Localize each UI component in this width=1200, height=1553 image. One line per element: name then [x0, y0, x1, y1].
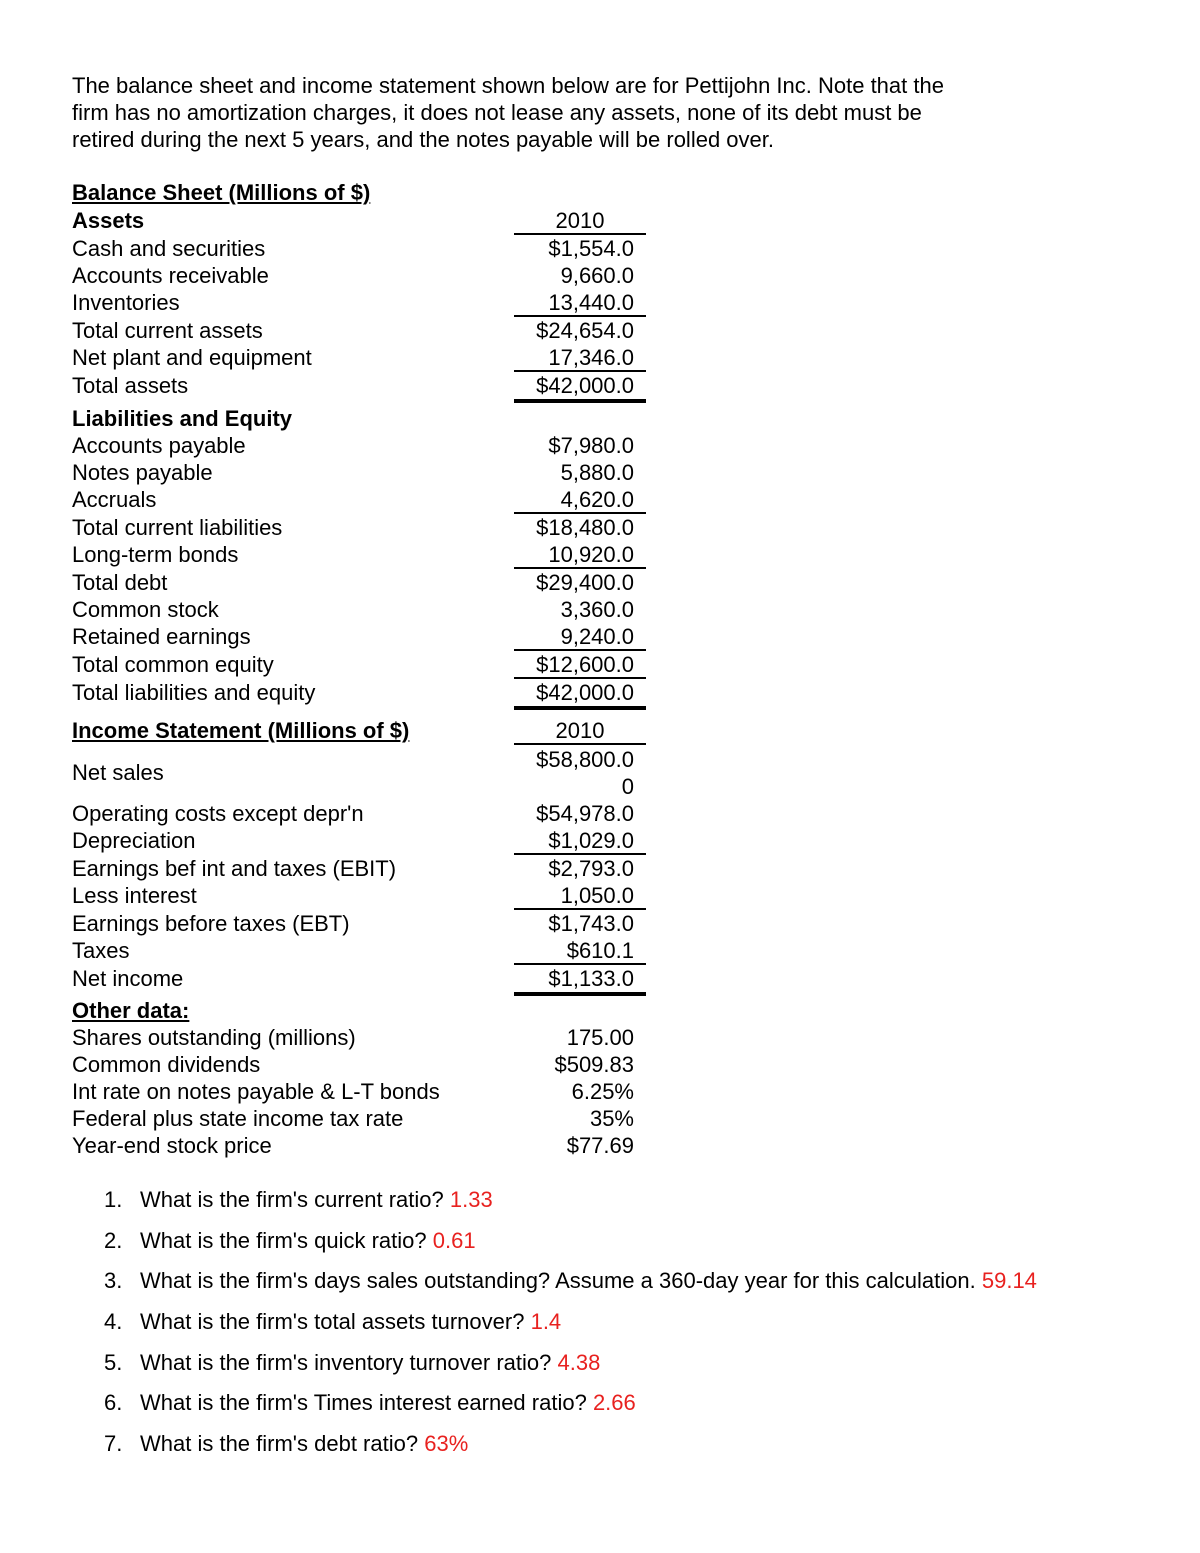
row-label: Accounts payable	[72, 433, 246, 458]
income-statement-year: 2010	[555, 718, 605, 743]
row-value: $509.83	[554, 1052, 634, 1077]
question-answer: 0.61	[432, 1228, 476, 1253]
subtotal-rule	[514, 853, 646, 855]
question-number: 1.	[104, 1187, 123, 1212]
row-label: Depreciation	[72, 828, 196, 853]
row-label: Common dividends	[72, 1052, 261, 1077]
question-item	[104, 1309, 561, 1335]
row-label: Common stock	[72, 597, 219, 622]
row-value-wrap: 0	[621, 774, 634, 799]
row-value: 9,660.0	[560, 263, 634, 288]
subtotal-rule	[514, 512, 646, 514]
row-value: $1,554.0	[548, 236, 634, 261]
row-label: Net income	[72, 966, 184, 991]
assets-heading: Assets	[72, 208, 145, 233]
row-value: $58,800.0	[536, 747, 634, 772]
year-underline	[514, 743, 646, 745]
row-label: Accruals	[72, 487, 157, 512]
intro-line: The balance sheet and income statement shown below are for Pettijohn Inc. Note that the	[72, 73, 944, 98]
row-value: $29,400.0	[536, 570, 634, 595]
row-label: Earnings before taxes (EBT)	[72, 911, 350, 936]
question-text: What is the firm's inventory turnover ratio?	[140, 1350, 552, 1375]
row-value: 4,620.0	[560, 487, 634, 512]
question-number: 3.	[104, 1268, 123, 1293]
question-answer: 2.66	[592, 1390, 636, 1415]
row-value: $42,000.0	[536, 680, 634, 705]
row-value: 9,240.0	[560, 624, 634, 649]
question-text: What is the firm's Times interest earned ratio?	[140, 1390, 587, 1415]
row-value: $1,029.0	[548, 828, 634, 853]
row-value: 3,360.0	[560, 597, 634, 622]
row-label: Long-term bonds	[72, 542, 239, 567]
row-label: Federal plus state income tax rate	[72, 1106, 404, 1131]
row-value: $77.69	[566, 1133, 634, 1158]
question-answer: 1.4	[530, 1309, 562, 1334]
row-label: Year-end stock price	[72, 1133, 272, 1158]
row-label: Net sales	[72, 760, 164, 785]
row-value: $1,133.0	[548, 966, 634, 991]
row-label: Net plant and equipment	[72, 345, 312, 370]
row-value: 17,346.0	[548, 345, 634, 370]
row-value: $18,480.0	[536, 515, 634, 540]
subtotal-rule	[514, 315, 646, 317]
row-label: Earnings bef int and taxes (EBIT)	[72, 856, 397, 881]
row-label: Cash and securities	[72, 236, 266, 261]
row-label: Operating costs except depr'n	[72, 801, 364, 826]
subtotal-rule	[514, 908, 646, 910]
question-text: What is the firm's debt ratio?	[140, 1431, 419, 1456]
total-double-rule	[514, 399, 646, 403]
row-value: 1,050.0	[560, 883, 634, 908]
question-answer: 59.14	[981, 1268, 1037, 1293]
subtotal-rule	[514, 677, 646, 679]
question-text: What is the firm's days sales outstanding? Assume a 360-day year for this calculation.	[140, 1268, 976, 1293]
row-label: Total current liabilities	[72, 515, 283, 540]
question-answer: 1.33	[449, 1187, 493, 1212]
income-statement-title: Income Statement (Millions of $)	[72, 718, 410, 743]
row-value: $12,600.0	[536, 652, 634, 677]
balance-sheet-year: 2010	[555, 208, 605, 233]
intro-paragraph	[72, 72, 1072, 153]
row-label: Retained earnings	[72, 624, 251, 649]
question-item	[104, 1228, 476, 1254]
question-item	[104, 1187, 493, 1213]
row-value: $2,793.0	[548, 856, 634, 881]
subtotal-rule	[514, 370, 646, 372]
row-label: Total assets	[72, 373, 189, 398]
other-data-title: Other data:	[72, 998, 190, 1023]
question-number: 7.	[104, 1431, 123, 1456]
row-value: $1,743.0	[548, 911, 634, 936]
total-double-rule	[514, 706, 646, 710]
row-label: Less interest	[72, 883, 197, 908]
question-text: What is the firm's current ratio?	[140, 1187, 444, 1212]
row-label: Total debt	[72, 570, 168, 595]
subtotal-rule	[514, 567, 646, 569]
row-label: Notes payable	[72, 460, 213, 485]
row-value: 35%	[589, 1106, 634, 1131]
row-label: Total current assets	[72, 318, 263, 343]
question-answer: 4.38	[557, 1350, 601, 1375]
question-number: 4.	[104, 1309, 123, 1334]
row-value: 6.25%	[571, 1079, 634, 1104]
question-item	[104, 1350, 600, 1376]
total-double-rule	[514, 992, 646, 996]
year-underline	[514, 233, 646, 235]
intro-line: retired during the next 5 years, and the notes payable will be rolled over.	[72, 127, 774, 152]
row-label: Int rate on notes payable & L-T bonds	[72, 1079, 440, 1104]
question-number: 2.	[104, 1228, 123, 1253]
row-label: Total common equity	[72, 652, 274, 677]
question-number: 5.	[104, 1350, 123, 1375]
intro-line: firm has no amortization charges, it does not lease any assets, none of its debt must be	[72, 100, 922, 125]
row-value: $610.1	[566, 938, 634, 963]
question-answer: 63%	[424, 1431, 469, 1456]
row-value: 13,440.0	[548, 290, 634, 315]
row-label: Inventories	[72, 290, 180, 315]
row-label: Shares outstanding (millions)	[72, 1025, 356, 1050]
question-text: What is the firm's total assets turnover?	[140, 1309, 525, 1334]
row-label: Total liabilities and equity	[72, 680, 316, 705]
row-value: $24,654.0	[536, 318, 634, 343]
row-value: $54,978.0	[536, 801, 634, 826]
row-value: $42,000.0	[536, 373, 634, 398]
row-value: 10,920.0	[548, 542, 634, 567]
balance-sheet-title: Balance Sheet (Millions of $)	[72, 180, 371, 205]
row-label: Accounts receivable	[72, 263, 269, 288]
row-value: 5,880.0	[560, 460, 634, 485]
liabilities-heading: Liabilities and Equity	[72, 406, 293, 431]
question-item	[104, 1268, 1037, 1294]
question-item	[104, 1390, 636, 1416]
row-value: 175.00	[566, 1025, 634, 1050]
question-item	[104, 1431, 468, 1457]
subtotal-rule	[514, 649, 646, 651]
question-number: 6.	[104, 1390, 123, 1415]
row-value: $7,980.0	[548, 433, 634, 458]
question-text: What is the firm's quick ratio?	[140, 1228, 427, 1253]
row-label: Taxes	[72, 938, 130, 963]
subtotal-rule	[514, 963, 646, 965]
